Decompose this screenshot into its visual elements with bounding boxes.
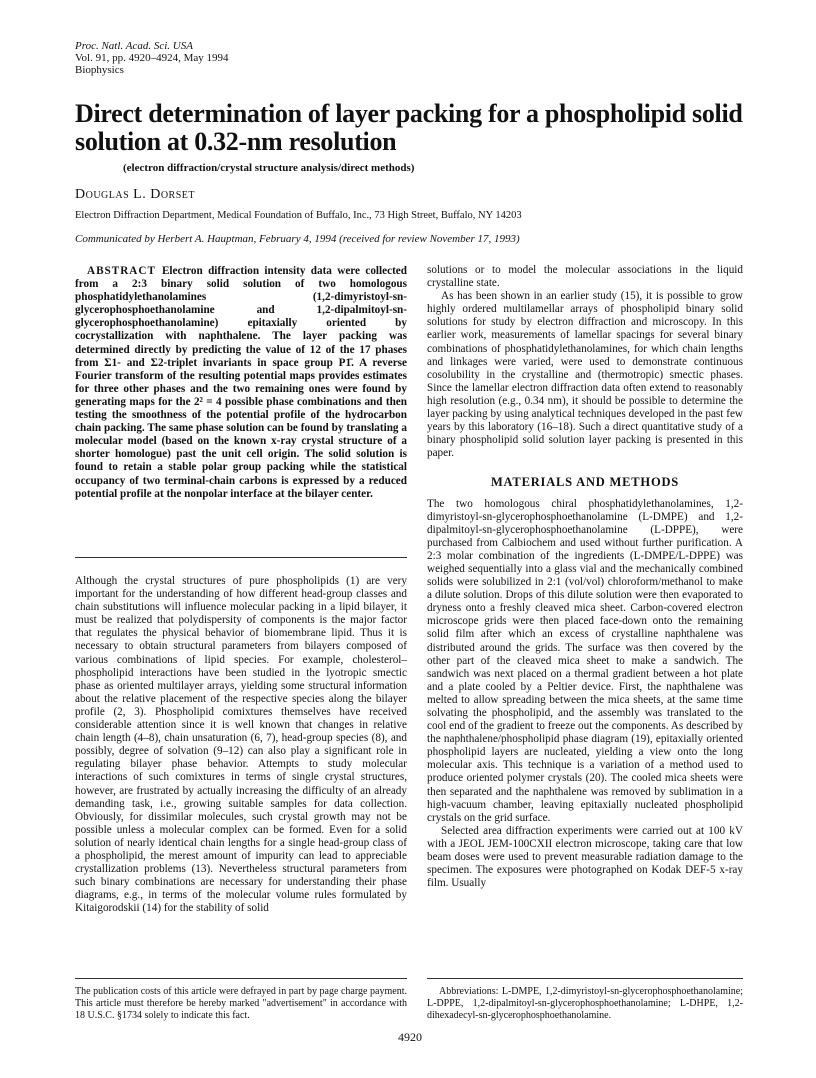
right-paragraph-2: As has been shown in an earlier study (15), it is possible to grow highly ordered multilamellar arrays of phospholipid binary solid solutions for study by electron diffraction and microscopy. In this earlier work, measurements of lamellar spacings for several binary combinations of phosphatidylethanolamines, for which chain lengths and linkages were varied, were used to demonstrate continuous cosolubility in the crystalline and (thermotropic) smectic phases. Since the lamellar electron diffraction data often extend to reasonably high resolution (e.g., 0.34 nm), it should be possible to determine the layer packing by using analytical techniques developed in the past few years by this laboratory (16–18). Such a direct quantitative study of a binary phospholipid solid solution layer packing is presented in this paper.: [427, 290, 743, 460]
intro-paragraph: Although the crystal structures of pure phospholipids (1) are very important for the understanding of how different head-group classes and chain substitutions will influence molecular packing in a lipid bilayer, it must be realized that polydispersity of components is the major factor that regulates the physical behavior of biomembrane lipid. Thus it is necessary to obtain structural parameters from bilayers composed of various combinations of lipid species. For example, cholesterol–phospholipid interactions have been studied in the lyotropic smectic phase as oriented multilayer arrays, yielding some structural information about the relative placement of the respective species along the bilayer profile (2, 3). Phospholipid comixtures themselves have received considerable attention since it is well known that changes in relative chain length (4–8), chain unsaturation (6, 7), head-group species (8), and possibly, degree of solvation (9–12) can also play a significant role in regulating bilayer phase behavior. Attempts to study molecular interactions of such comixtures in terms of single crystal structures, however, are frustrated by actually increasing the difficulty of an already demanding task, i.e., growing suitable samples for data collection. Obviously, for dissimilar molecules, such crystal growth may not be possible unless a molecular complex can be formed. Even for a solid solution of nearly identical chain lengths for a single head-group class of a phospholipid, the merest amount of impurity can lead to appreciable crystallization problems (13). Nevertheless structural parameters from such binary combinations are necessary for understanding their phase diagrams, e.g., in terms of the molecular volume rules formulated by Kitaigorodskii (14) for the stability of solid: [75, 575, 407, 915]
introduction: [75, 575, 407, 915]
abstract: [75, 265, 407, 501]
journal-name: Proc. Natl. Acad. Sci. USA: [75, 40, 193, 52]
author: Douglas L. Dorset: [75, 187, 195, 202]
footnote-abbreviations: Abbreviations: L-DMPE, 1,2-dimyristoyl-sn-glycerophosphoethanolamine; L-DPPE, 1,2-dipalmitoyl-sn-glycerophosphoethanolamine; L-DHPE, 1,2-dihexadecyl-sn-glycerophosphoethanolamine.: [427, 986, 743, 1021]
page-number: 4920: [398, 1030, 422, 1044]
journal-header: [75, 40, 229, 76]
journal-volume: Vol. 91, pp. 4920–4924, May 1994: [75, 52, 229, 64]
article-title: Direct determination of layer packing for a phospholipid solid solution at 0.32-nm resolution: [75, 99, 743, 156]
journal-section: Biophysics: [75, 64, 124, 76]
abstract-label: ABSTRACT: [87, 265, 156, 277]
right-paragraph-1: solutions or to model the molecular associations in the liquid crystalline state.: [427, 264, 743, 290]
footnote-divider-right: [427, 978, 743, 979]
section-heading-methods: MATERIALS AND METHODS: [490, 475, 680, 490]
abstract-divider: [75, 557, 407, 558]
footnote-publication-costs: The publication costs of this article were defrayed in part by page charge payment. This article must therefore be hereby marked "advertisement" in accordance with 18 U.S.C. §1734 solely to indicate this fact.: [75, 986, 407, 1021]
methods-paragraph-2: Selected area diffraction experiments were carried out at 100 kV with a JEOL JEM-100CXII electron microscope, taking care that low beam doses were used to prevent measurable radiation damage to the specimen. The exposures were photographed on Kodak DEF-5 x-ray film. Usually: [427, 824, 743, 890]
methods-paragraph-1: The two homologous chiral phosphatidylethanolamines, 1,2-dimyristoyl-sn-glycerophosphoethanolamine (L-DMPE) and 1,2-dipalmitoyl-sn-glycerophosphoethanolamine (L-DPPE), were purchased from Calbiochem and used without further purification. A 2:3 molar combination of the ingredients (L-DMPE/L-DPPE) was weighed sequentially into a glass vial and the mechanically combined solids were solubilized in 2:1 (vol/vol) chloroform/methanol to make a dilute solution. Drops of this dilute solution were then evaporated to dryness onto a freshly cleaved mica sheet. Carbon-covered electron microscope grids were then placed face-down onto the remaining solid film after which an excess of crystalline naphthalene was distributed around the grids. The surface was then covered by the other part of the cleaved mica sheet to make a sandwich. The sandwich was next placed on a thermal gradient between a hot plate and a plate cooled by a Peltier device. First, the naphthalene was melted to allow spreading between the mica sheets, at the same time solvating the phospholipid, and the assembly was translated to the cool end of the gradient to freeze out the components. As described by the naphthalene/phospholipid phase diagram (19), epitaxially oriented phospholipid layers are nucleated, yielding a view onto the long molecular axis. This technique is a variation of a method used to produce oriented polymer crystals (20). The cooled mica sheets were then separated and the naphthalene was removed by sublimation in a high-vacuum chamber, leaving epitaxially nucleated phospholipid crystals on the grid surface.: [427, 497, 743, 824]
abstract-text: Electron diffraction intensity data were collected from a 2:3 binary solid solution of two homologous phosphatidylethanolamines (1,2-dimyristoyl-sn-glycerophosphoethanolamine and 1,2-dipalmitoyl-sn-glycerophosphoethanolamine) epitaxially oriented by cocrystallization with naphthalene. The layer packing was determined directly by predicting the value of 12 of the 17 phases from Σ1- and Σ2-triplet invariants in space group P1̄. A reverse Fourier transform of the resulting potential maps provides estimates for three other phases and the two remaining ones were found by generating maps for the 2² = 4 possible phase combinations and then testing the smoothness of the potential profile of the hydrocarbon chain packing. The same phase solution can be found by translating a molecular model (based on the known x-ray crystal structure of a shorter homologue) past the unit cell origin. The solid solution is found to retain a stable polar group packing while the statistical occupancy of two terminal-chain carbons is expressed by a reduced potential profile at the nonpolar interface at the bilayer center.: [75, 265, 407, 500]
keywords: (electron diffraction/crystal structure analysis/direct methods): [123, 162, 415, 174]
footnote-divider-left: [75, 978, 407, 979]
communicated-by: Communicated by Herbert A. Hauptman, February 4, 1994 (received for review November 17, 1993): [75, 233, 520, 245]
affiliation: Electron Diffraction Department, Medical Foundation of Buffalo, Inc., 73 High Street, Buffalo, NY 14203: [75, 210, 522, 221]
right-column: [427, 264, 743, 890]
